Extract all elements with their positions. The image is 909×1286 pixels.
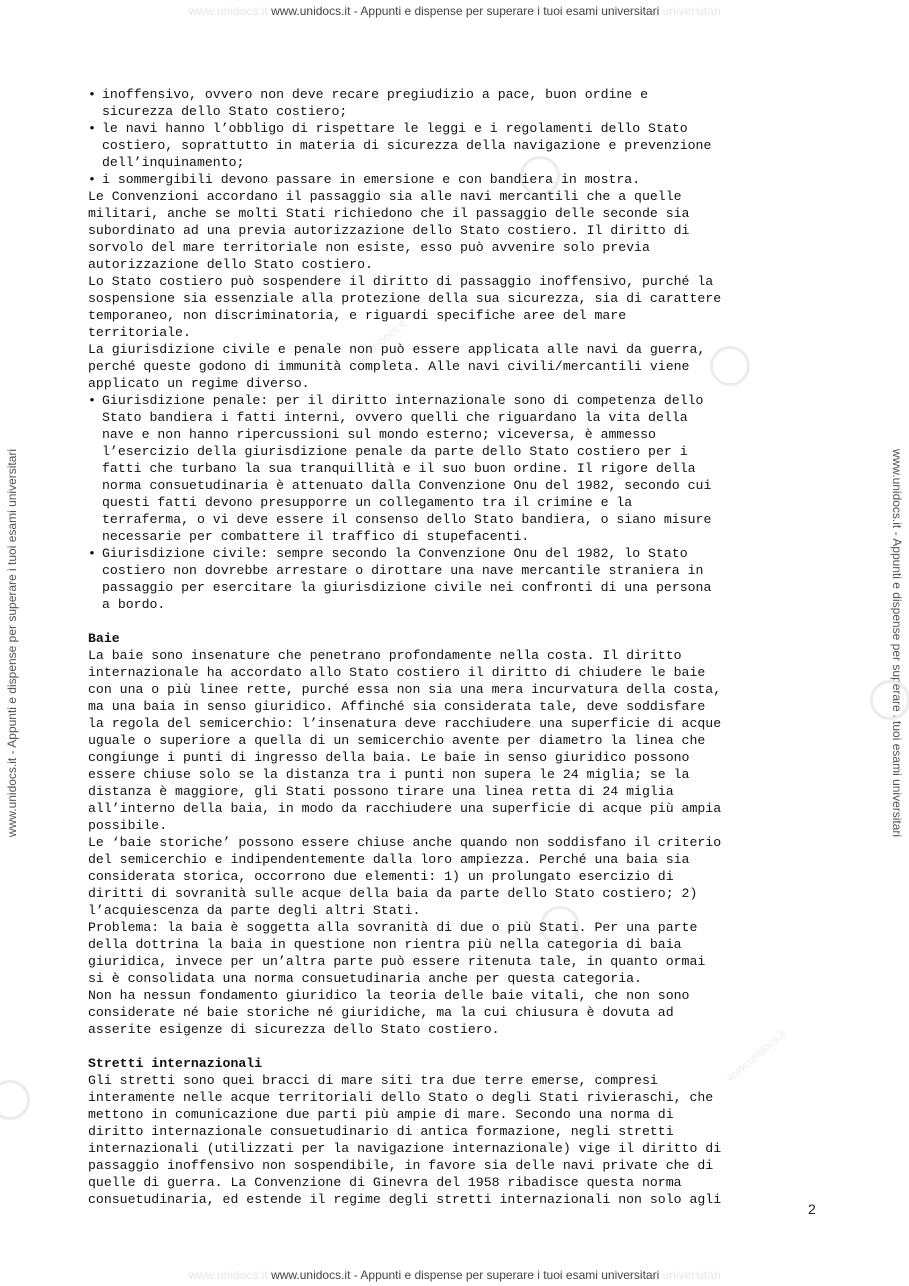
paragraph: Non ha nessun fondamento giuridico la teoria delle baie vitali, che non sono considerate né baie storiche né giuridiche, ma la cui chiusura è dovuta ad asserite esigenze di sicurezza dello Stato costiero.: [88, 988, 690, 1037]
list-item: • Giurisdizione penale: per il diritto internazionale sono di competenza dello Stato bandiera i fatti interni, ovvero quelli che riguardano la vita della nave e non hanno ripercussioni sul mondo esterno; viceversa, è ammesso l’esercizio della giurisdizione penale da parte dello Stato costiero per i fatti che turbano la sua tranquillità e il suo buon ordine. Il rigore della norma consuetudinaria è attenuato dalla Convenzione Onu del 1982, secondo cui questi fatti devono presupporre un collegamento tra il crimine e la terraferma, o vi deve essere il consenso dello Stato bandiera, o siano misure necessarie per combattere il traffico di stupefacenti.: [88, 392, 828, 545]
watermark-logo-icon: [870, 680, 909, 720]
page-number: 2: [808, 1201, 816, 1217]
bullet-list-passaggio: [88, 86, 828, 188]
watermark-text: www.unidocs.it: [344, 318, 409, 374]
footer-banner-text: www.unidocs.it - Appunti e dispense per superare i tuoi esami universitari: [271, 1268, 660, 1282]
paragraph: La baie sono insenature che penetrano profondamente nella costa. Il diritto internazionale ha accordato allo Stato costiero il diritto di chiudere le baie con una o più linee rette, purché essa non sia una mera incurvatura della costa, ma una baia in senso giuridico. Affinché sia considerata tale, deve soddisfare la regola del semicerchio: l’insenatura deve racchiudere una superficie di acque uguale o superiore a quella di un semicerchio avente per diametro la linea che congiunge i punti di ingresso della baia. Le baie in senso giuridico possono essere chiuse solo se la distanza tra i punti non supera le 24 miglia; se la distanza è maggiore, gli Stati possono tirare una linea retta di 24 miglia all’interno della baia, in modo da racchiudere una superficie di acque più ampia possibile.: [88, 648, 722, 833]
right-side-banner: [890, 449, 904, 837]
paragraph: Problema: la baia è soggetta alla sovranità di due o più Stati. Per una parte della dottrina la baia in questione non rientra più nella categoria di baia giuridica, invece per un’altra parte può essere ritenuta tale, in quanto ormai si è consolidata una norma consuetudinaria anche per questa categoria.: [88, 920, 706, 986]
watermark-text: www.unidocs.it: [724, 1028, 789, 1084]
header-banner: [0, 4, 909, 18]
paragraph: Le Convenzioni accordano il passaggio sia alle navi mercantili che a quelle militari, anche se molti Stati richiedono che il passaggio delle seconde sia subordinato ad una previa autorizzazione dello Stato costiero. Il diritto di sorvolo del mare territoriale non esiste, esso può avvenire solo previa autorizzazione dello Stato costiero.: [88, 189, 690, 272]
section-heading-stretti: Stretti internazionali: [88, 1056, 263, 1071]
list-item: • Giurisdizione civile: sempre secondo la Convenzione Onu del 1982, lo Stato costiero non dovrebbe arrestare o dirottare una nave mercantile straniera in passaggio per esercitare la giurisdizione civile nei confronti di una persona a bordo.: [88, 545, 828, 613]
paragraph: Lo Stato costiero può sospendere il diritto di passaggio inoffensivo, purché la sospensione sia essenziale alla protezione della sua sicurezza, sia di carattere temporaneo, non discriminatoria, e riguardi specifiche aree del mare territoriale.: [88, 274, 722, 340]
right-side-banner-text: www.unidocs.it - Appunti e dispense per superare i tuoi esami universitari: [890, 448, 904, 838]
left-side-banner-text: www.unidocs.it - Appunti e dispense per superare i tuoi esami universitari: [5, 448, 19, 838]
paragraph: La giurisdizione civile e penale non può essere applicata alle navi da guerra, perché queste godono di immunità completa. Alle navi civili/mercantili viene applicato un regime diverso.: [88, 342, 706, 391]
header-banner-text: www.unidocs.it - Appunti e dispense per superare i tuoi esami universitari: [271, 4, 660, 18]
list-item: • le navi hanno l’obbligo di rispettare le leggi e i regolamenti dello Stato costiero, soprattutto in materia di sicurezza della navigazione e prevenzione dell’inquinamento;: [88, 120, 828, 171]
bullet-list-giurisdizione: [88, 392, 828, 613]
document-body: [88, 86, 828, 1208]
paragraph: Le ‘baie storiche’ possono essere chiuse anche quando non soddisfano il criterio del semicerchio e indipendentemente dalla loro ampiezza. Perché una baia sia considerata storica, occorrono due elementi: 1) un prolungato esercizio di diritti di sovranità sulle acque della baia da parte dello Stato costiero; 2) l’acquiescenza da parte degli altri Stati.: [88, 835, 722, 918]
section-heading-baie: Baie: [88, 631, 120, 646]
list-item: • inoffensivo, ovvero non deve recare pregiudizio a pace, buon ordine e sicurezza dello Stato costiero;: [88, 86, 828, 120]
header-banner-ghost-right: universitari: [662, 4, 721, 18]
footer-banner: [0, 1268, 909, 1282]
paragraph: Gli stretti sono quei bracci di mare siti tra due terre emerse, compresi interamente nelle acque territoriali dello Stato o degli Stati rivieraschi, che mettono in comunicazione due parti più ampie di mare. Secondo una norma di diritto internazionale consuetudinario di antica formazione, negli stretti internazionali (utilizzati per la navigazione internazionale) vige il diritto di passaggio inoffensivo non sospendibile, in favore sia delle navi private che di quelle di guerra. La Convenzione di Ginevra del 1958 ribadisce questa norma consuetudinaria, ed estende il regime degli stretti internazionali non solo agli: [88, 1073, 722, 1207]
left-side-banner: [5, 449, 19, 837]
watermark-logo-icon: [0, 1080, 30, 1120]
footer-banner-ghost-left: www.unidocs.it: [188, 1268, 268, 1282]
list-item: • i sommergibili devono passare in emersione e con bandiera in mostra.: [88, 171, 828, 188]
header-banner-ghost-left: www.unidocs.it: [188, 4, 268, 18]
footer-banner-ghost-right: universitari: [662, 1268, 721, 1282]
